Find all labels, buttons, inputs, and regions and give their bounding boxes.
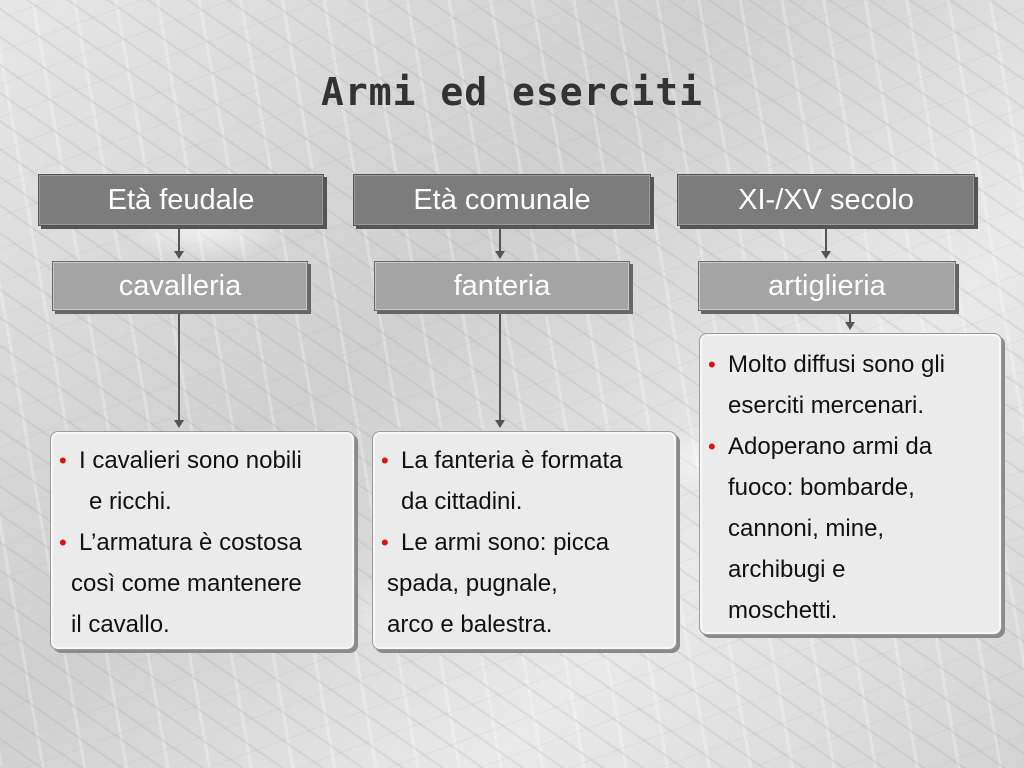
heading-eta-feudale: Età feudale	[38, 174, 324, 226]
bullet-line: Adoperano armi da	[728, 433, 933, 460]
card-cavalleria	[50, 431, 355, 650]
card-fanteria	[372, 431, 677, 650]
bullet-line: L’armatura è costosa	[79, 529, 302, 556]
bullet-line: arco e balestra.	[387, 611, 553, 638]
bullet-icon: •	[59, 530, 67, 555]
bullet-line: fuoco: bombarde,	[728, 474, 915, 501]
bullet-item	[706, 344, 1001, 426]
bullet-line: La fanteria è formata	[401, 447, 623, 474]
bullet-icon: •	[59, 448, 67, 473]
subheading-artiglieria: artiglieria	[698, 261, 956, 311]
bullet-line: I cavalieri sono nobili	[79, 447, 302, 474]
bullet-item	[379, 522, 676, 645]
bullet-item	[379, 440, 676, 522]
bullet-line: spada, pugnale,	[387, 570, 558, 597]
bullet-line: moschetti.	[728, 597, 838, 624]
bullet-icon: •	[708, 352, 716, 377]
page-title: Armi ed eserciti	[320, 70, 704, 114]
bullet-line: Le armi sono: picca	[401, 529, 610, 556]
bullet-line: cannoni, mine,	[728, 515, 885, 542]
bullet-icon: •	[381, 530, 389, 555]
bullet-line: eserciti mercenari.	[728, 392, 925, 419]
bullet-line: da cittadini.	[401, 488, 523, 515]
subheading-cavalleria: cavalleria	[52, 261, 308, 311]
bullet-line: e ricchi.	[89, 488, 172, 515]
subheading-fanteria: fanteria	[374, 261, 630, 311]
bullet-icon: •	[708, 434, 716, 459]
bullet-item	[57, 440, 354, 522]
bullet-icon: •	[381, 448, 389, 473]
bullet-item	[706, 426, 1001, 631]
heading-xi-xv-secolo: XI-/XV secolo	[677, 174, 975, 226]
bullet-line: Molto diffusi sono gli	[728, 351, 946, 378]
heading-eta-comunale: Età comunale	[353, 174, 651, 226]
card-artiglieria	[699, 333, 1002, 635]
bullet-item	[57, 522, 354, 645]
bullet-line: così come mantenere	[71, 570, 302, 597]
bullet-line: archibugi e	[728, 556, 846, 583]
bullet-line: il cavallo.	[71, 611, 170, 638]
